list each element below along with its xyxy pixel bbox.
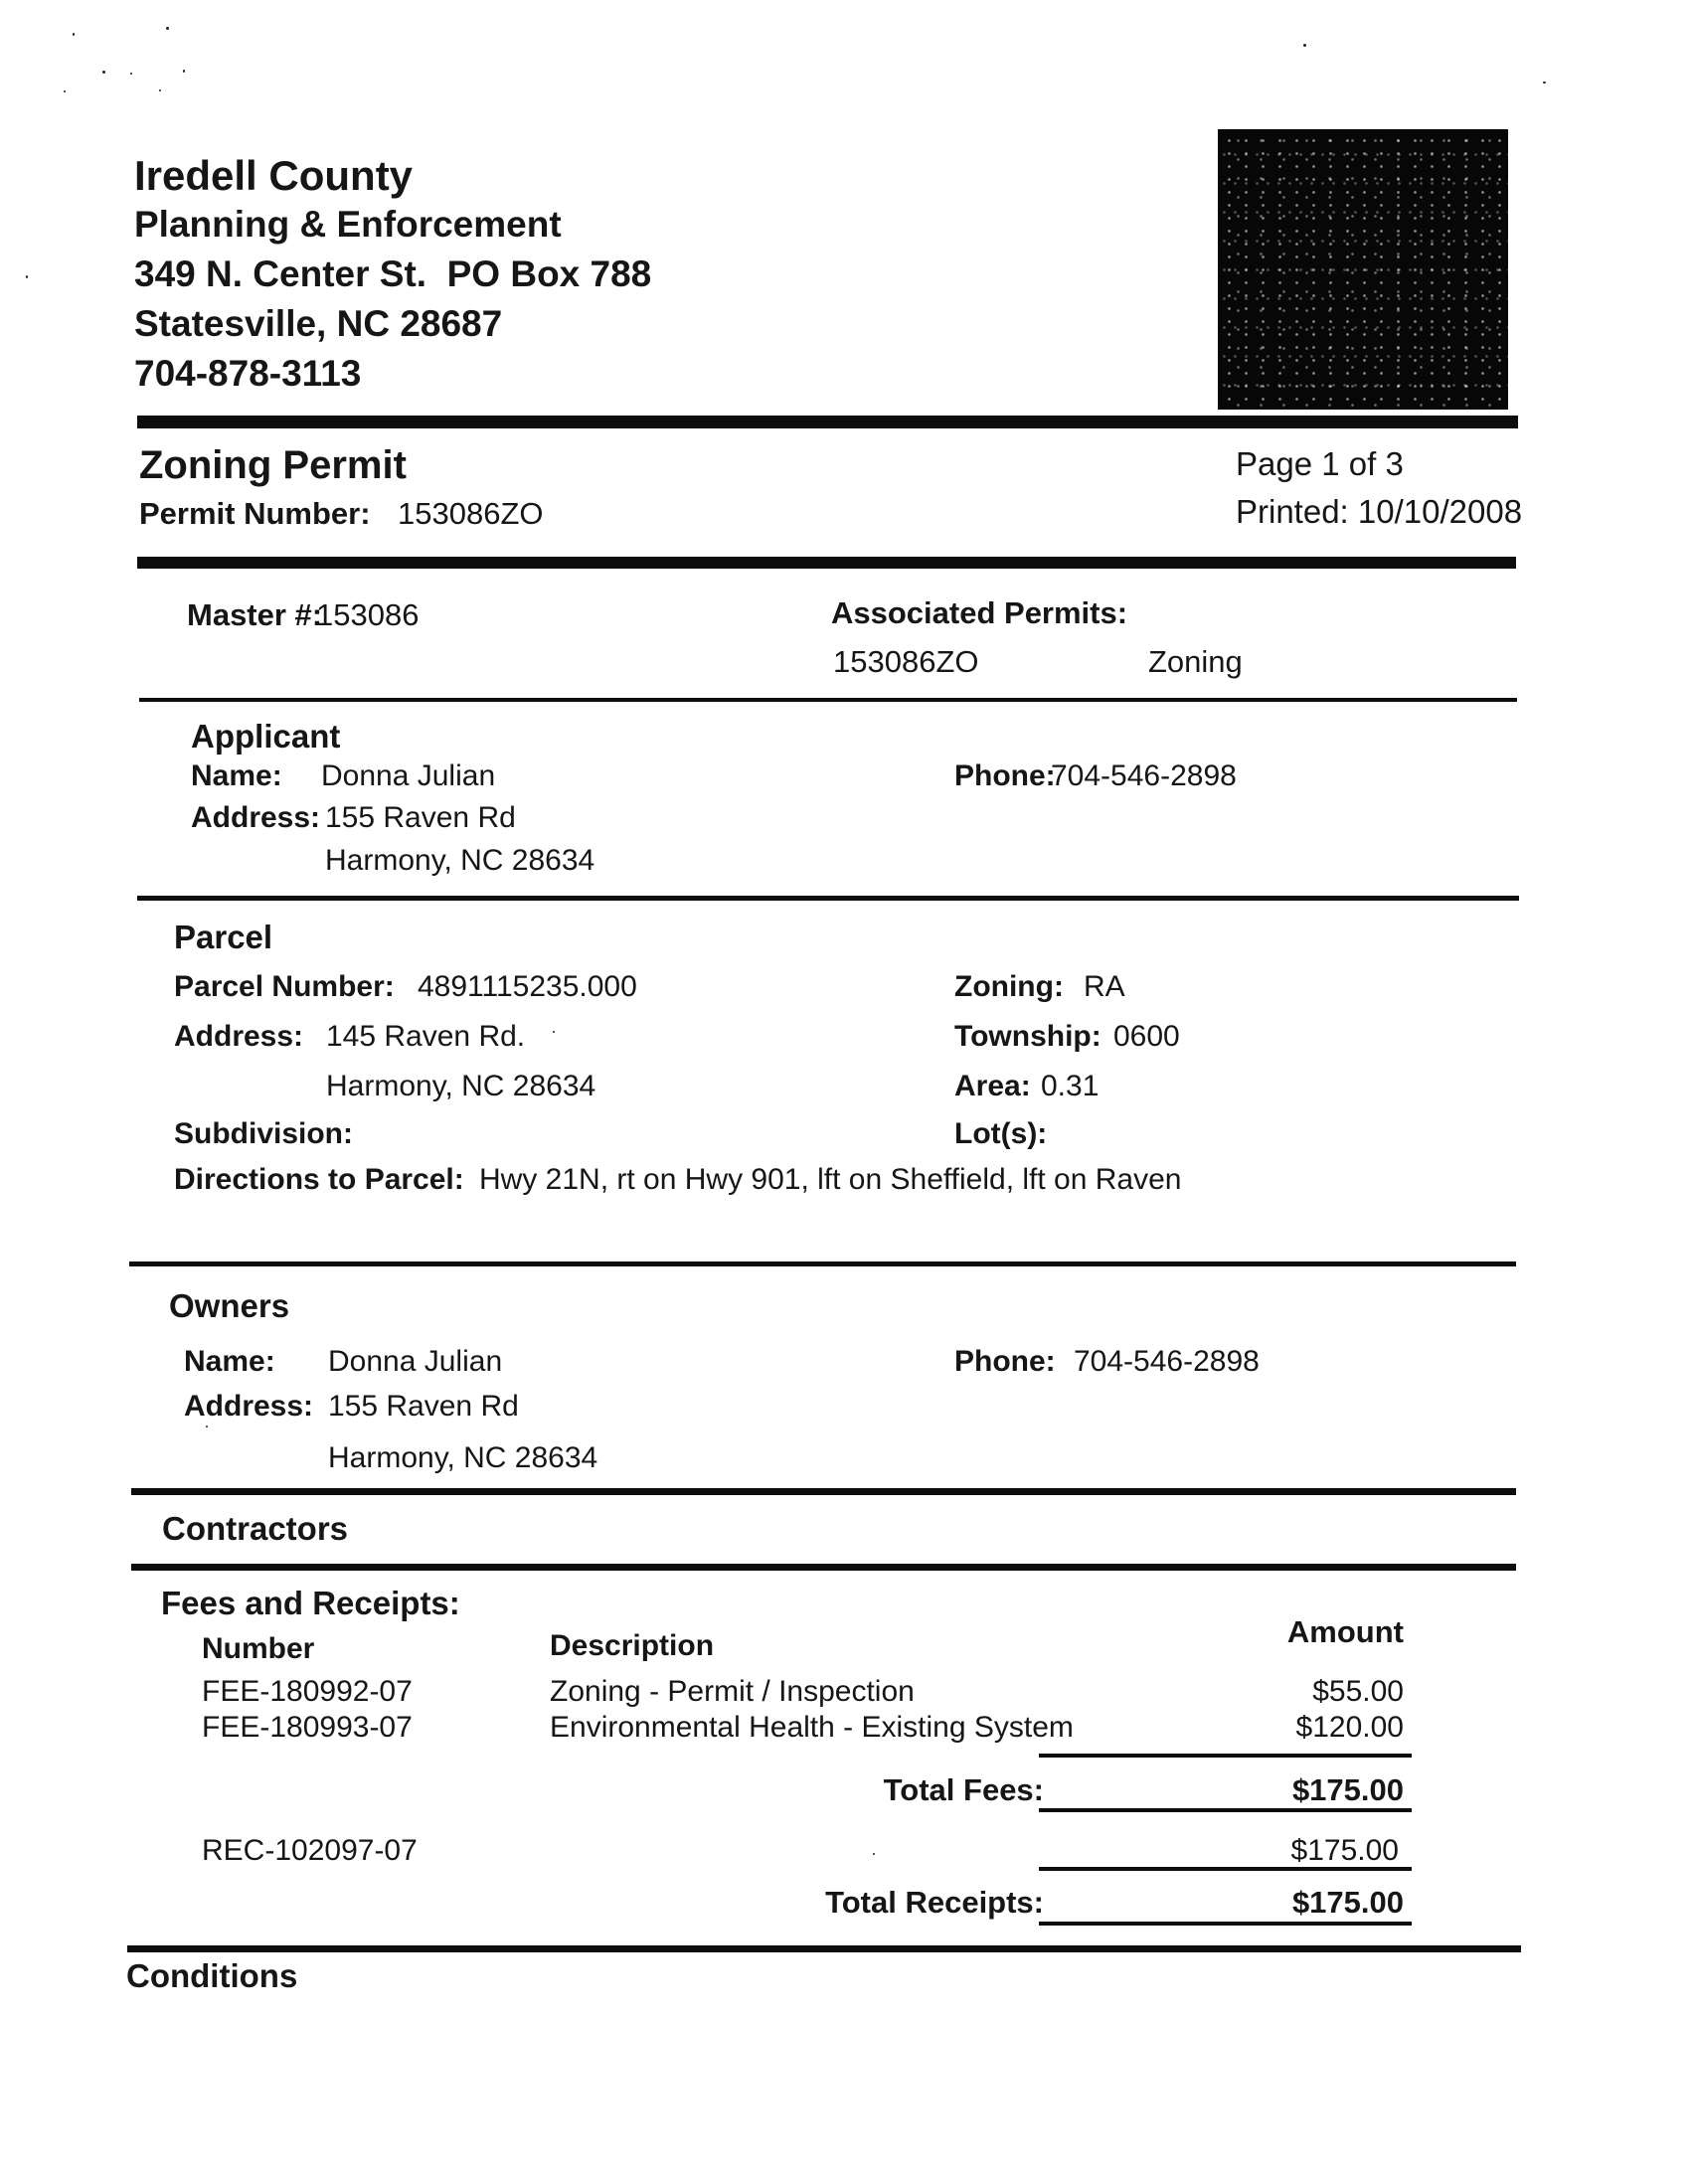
associated-permits-label: Associated Permits: — [831, 595, 1128, 630]
scan-noise-speck — [64, 90, 66, 92]
applicant-section-title: Applicant — [191, 718, 341, 755]
applicant-address-label: Address: — [191, 801, 321, 834]
amount-underline — [1039, 1867, 1412, 1871]
scan-noise-speck — [553, 1031, 555, 1033]
owner-address-line2: Harmony, NC 28634 — [328, 1441, 598, 1474]
applicant-phone-label: Phone: — [954, 759, 1056, 792]
page-info: Page 1 of 3 — [1236, 445, 1404, 482]
fee-row-amount: $120.00 — [1295, 1711, 1404, 1744]
divider-rule — [137, 896, 1519, 901]
total-fees-value: $175.00 — [1291, 1772, 1404, 1807]
parcel-zoning-value: RA — [1084, 970, 1125, 1003]
divider-rule — [131, 1488, 1516, 1495]
divider-rule — [139, 698, 1517, 702]
fee-row-number: FEE-180992-07 — [202, 1675, 413, 1708]
owner-address-label: Address: — [184, 1390, 314, 1423]
printed-date: Printed: 10/10/2008 — [1236, 493, 1523, 530]
parcel-section-title: Parcel — [174, 919, 273, 955]
owner-address-line1: 155 Raven Rd — [328, 1390, 519, 1423]
scan-noise-speck — [1303, 44, 1306, 47]
owner-name-label: Name: — [184, 1345, 275, 1378]
permit-number-value: 153086ZO — [398, 496, 544, 531]
parcel-area-label: Area: — [954, 1070, 1031, 1102]
divider-rule — [137, 416, 1518, 428]
scan-noise-speck — [159, 89, 161, 91]
owners-section-title: Owners — [169, 1287, 290, 1324]
parcel-number-value: 4891115235.000 — [418, 970, 637, 1003]
permit-number-label: Permit Number: — [139, 496, 371, 531]
applicant-address-line1: 155 Raven Rd — [325, 801, 516, 834]
scan-noise-speck — [166, 27, 169, 30]
parcel-address-line1: 145 Raven Rd. — [326, 1020, 526, 1053]
conditions-section-title: Conditions — [126, 1957, 298, 1994]
parcel-zoning-label: Zoning: — [954, 970, 1064, 1003]
applicant-phone-value: 704-546-2898 — [1051, 759, 1237, 792]
agency-phone: 704-878-3113 — [134, 353, 362, 394]
associated-permit-number: 153086ZO — [833, 644, 979, 679]
scan-noise-speck — [183, 70, 185, 73]
divider-rule — [137, 557, 1516, 569]
divider-rule — [131, 1564, 1516, 1571]
parcel-subdivision-label: Subdivision: — [174, 1117, 353, 1150]
total-fees-label: Total Fees: — [883, 1772, 1044, 1807]
associated-permit-type: Zoning — [1148, 644, 1243, 679]
amount-underline — [1039, 1922, 1412, 1926]
document-title: Zoning Permit — [139, 443, 407, 487]
fees-column-amount: Amount — [1286, 1614, 1404, 1649]
fees-section-title: Fees and Receipts: — [161, 1585, 460, 1621]
fee-row-description: Environmental Health - Existing System — [550, 1711, 1074, 1744]
fee-row-amount: $55.00 — [1312, 1675, 1404, 1708]
agency-department: Planning & Enforcement — [134, 204, 562, 245]
parcel-lots-label: Lot(s): — [954, 1117, 1048, 1150]
contractors-section-title: Contractors — [162, 1510, 349, 1547]
owner-phone-value: 704-546-2898 — [1074, 1345, 1260, 1378]
scan-noise-speck — [130, 73, 132, 75]
amount-underline — [1039, 1754, 1412, 1758]
applicant-name-label: Name: — [191, 759, 282, 792]
fee-row-number: FEE-180993-07 — [202, 1711, 413, 1744]
fees-column-description: Description — [550, 1629, 715, 1662]
agency-name: Iredell County — [134, 152, 414, 199]
master-number-value: 153086 — [316, 597, 420, 632]
parcel-township-value: 0600 — [1113, 1020, 1180, 1053]
scan-noise-speck — [26, 275, 28, 278]
applicant-address-line2: Harmony, NC 28634 — [325, 844, 595, 877]
fees-column-number: Number — [202, 1632, 315, 1665]
scan-noise-speck — [102, 71, 105, 74]
agency-address-line1: 349 N. Center St. PO Box 788 — [134, 253, 652, 294]
fee-row-description: Zoning - Permit / Inspection — [550, 1675, 915, 1708]
scan-noise-speck — [1543, 82, 1546, 84]
parcel-directions-label: Directions to Parcel: — [174, 1163, 464, 1196]
divider-rule — [129, 1261, 1516, 1266]
applicant-name-value: Donna Julian — [321, 759, 496, 792]
owner-name-value: Donna Julian — [328, 1345, 503, 1378]
master-number-label: Master #: — [187, 597, 323, 632]
parcel-area-value: 0.31 — [1041, 1070, 1100, 1102]
parcel-directions-value: Hwy 21N, rt on Hwy 901, lft on Sheffield, lft on Raven — [479, 1163, 1182, 1196]
parcel-number-label: Parcel Number: — [174, 970, 395, 1003]
parcel-address-label: Address: — [174, 1020, 304, 1053]
redacted-logo-block — [1218, 129, 1508, 410]
parcel-township-label: Township: — [954, 1020, 1101, 1053]
agency-address-line2: Statesville, NC 28687 — [134, 303, 503, 344]
divider-rule — [127, 1945, 1521, 1952]
scan-noise-speck — [873, 1853, 875, 1855]
scan-noise-speck — [73, 33, 75, 36]
scan-noise-speck — [206, 1426, 208, 1428]
amount-underline — [1039, 1808, 1412, 1812]
total-receipts-value: $175.00 — [1291, 1885, 1404, 1920]
total-receipts-label: Total Receipts: — [825, 1885, 1044, 1920]
receipt-row-amount: $175.00 — [1290, 1834, 1399, 1867]
owner-phone-label: Phone: — [954, 1345, 1056, 1378]
parcel-address-line2: Harmony, NC 28634 — [326, 1070, 596, 1102]
receipt-row-number: REC-102097-07 — [202, 1834, 418, 1867]
